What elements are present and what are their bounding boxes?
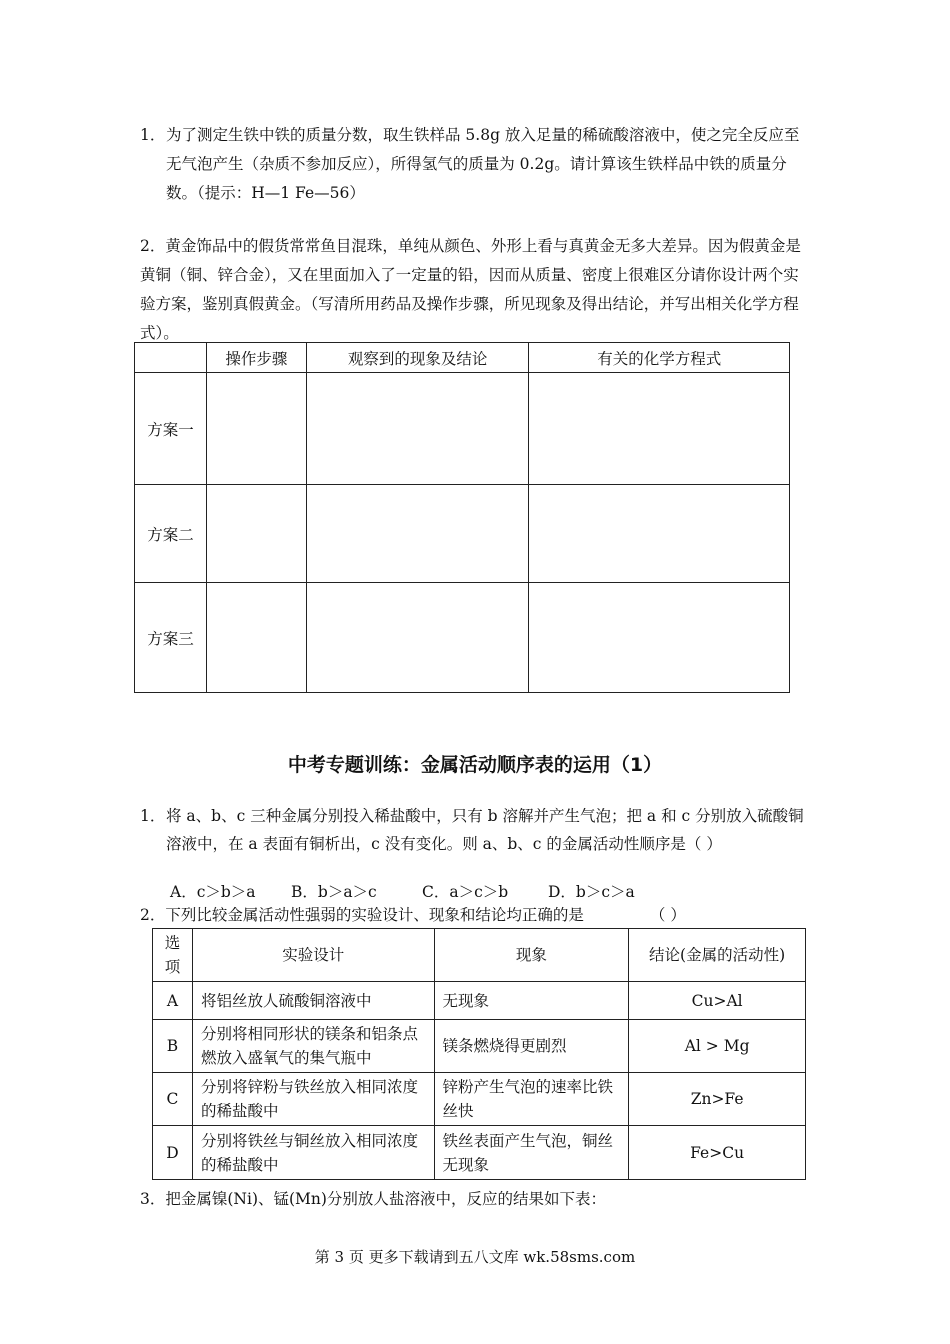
question-number: 2． <box>140 906 166 924</box>
question-text: 下列比较金属活动性强弱的实验设计、现象和结论均正确的是 <box>165 906 584 924</box>
table-header: 观察到的现象及结论 <box>306 343 529 373</box>
table-header: 实验设计 <box>192 929 434 982</box>
row-label: 方案三 <box>135 583 207 693</box>
phenomenon-cell: 锌粉产生气泡的速率比铁丝快 <box>434 1073 629 1126</box>
conclusion-cell: Fe>Cu <box>629 1126 806 1180</box>
option-cell: C <box>153 1073 193 1126</box>
answer-cell[interactable] <box>206 373 306 485</box>
phenomenon-cell: 无现象 <box>434 982 629 1020</box>
conclusion-cell: Zn>Fe <box>629 1073 806 1126</box>
section-question-1 <box>140 802 808 858</box>
table-row <box>153 1126 806 1180</box>
answer-cell[interactable] <box>206 583 306 693</box>
section-question-2 <box>140 902 808 928</box>
table-header: 操作步骤 <box>206 343 306 373</box>
design-cell: 分别将锌粉与铁丝放入相同浓度的稀盐酸中 <box>192 1073 434 1126</box>
table-header: 有关的化学方程式 <box>529 343 790 373</box>
table-row <box>153 982 806 1020</box>
table-header <box>135 343 207 373</box>
row-label: 方案二 <box>135 485 207 583</box>
row-label: 方案一 <box>135 373 207 485</box>
question-2 <box>140 232 808 348</box>
question-number: 1． <box>140 126 166 144</box>
answer-cell[interactable] <box>529 485 790 583</box>
option-b[interactable]: B．b＞a＞c <box>291 883 377 901</box>
answer-cell[interactable] <box>529 583 790 693</box>
option-a[interactable]: A．c＞b＞a <box>170 883 256 901</box>
design-cell: 分别将铁丝与铜丝放入相同浓度的稀盐酸中 <box>192 1126 434 1180</box>
experiment-table <box>152 928 806 1180</box>
question-text: 黄金饰品中的假货常常鱼目混珠，单纯从颜色、外形上看与真黄金无多大差异。因为假黄金是黄铜（铜、锌合金），又在里面加入了一定量的铅，因而从质量、密度上很难区分请你设计两个实验方案，鉴别真假黄金。（写清所用药品及操作步骤，所见现象及得出结论，并写出相关化学方程式）。 <box>140 237 801 342</box>
question-1 <box>140 121 808 208</box>
answer-cell[interactable] <box>306 485 529 583</box>
table-header: 结论(金属的活动性) <box>629 929 806 982</box>
table-row <box>135 485 790 583</box>
page-footer: 第 3 页 更多下载请到五八文库 wk.58sms.com <box>314 1248 636 1266</box>
conclusion-cell: Al > Mg <box>629 1020 806 1073</box>
table-header: 选项 <box>153 929 193 982</box>
question-text: 为了测定生铁中铁的质量分数，取生铁样品 5.8g 放入足量的稀硫酸溶液中，使之完全反应至无气泡产生（杂质不参加反应），所得氢气的质量为 0.2g。请计算该生铁样品中铁的质量分数。（提示：H—1 Fe—56） <box>166 126 800 202</box>
section-title: 中考专题训练：金属活动顺序表的运用（1） <box>287 754 663 776</box>
table-header: 现象 <box>434 929 629 982</box>
question-number: 3． <box>140 1190 166 1208</box>
option-c[interactable]: C．a＞c＞b <box>422 883 509 901</box>
table-row <box>153 1020 806 1073</box>
option-cell: B <box>153 1020 193 1073</box>
conclusion-cell: Cu>Al <box>629 982 806 1020</box>
phenomenon-cell: 镁条燃烧得更剧烈 <box>434 1020 629 1073</box>
design-cell: 将铝丝放人硫酸铜溶液中 <box>192 982 434 1020</box>
option-d[interactable]: D．b＞c＞a <box>548 883 635 901</box>
design-cell: 分别将相同形状的镁条和铝条点燃放入盛氧气的集气瓶中 <box>192 1020 434 1073</box>
question-text: 把金属镍(Ni)、锰(Mn)分别放人盐溶液中，反应的结果如下表： <box>165 1190 606 1208</box>
answer-cell[interactable] <box>306 583 529 693</box>
table-row <box>135 373 790 485</box>
question-number: 1． <box>140 807 166 825</box>
answer-cell[interactable] <box>306 373 529 485</box>
question-number: 2． <box>140 237 166 255</box>
table-row <box>153 1073 806 1126</box>
option-cell: A <box>153 982 193 1020</box>
phenomenon-cell: 铁丝表面产生气泡，铜丝无现象 <box>434 1126 629 1180</box>
plan-table <box>134 342 790 693</box>
answer-cell[interactable] <box>529 373 790 485</box>
section-question-3 <box>140 1186 808 1212</box>
table-header-row <box>135 343 790 373</box>
table-header-row <box>153 929 806 982</box>
answer-cell[interactable] <box>206 485 306 583</box>
table-row <box>135 583 790 693</box>
answer-bracket: （ ） <box>649 906 686 924</box>
question-text: 将 a、b、c 三种金属分别投入稀盐酸中，只有 b 溶解并产生气泡；把 a 和 c 分别放入硫酸铜溶液中，在 a 表面有铜析出，c 没有变化。则 a、b、c 的金属活动性顺序是（ ） <box>166 807 804 853</box>
option-cell: D <box>153 1126 193 1180</box>
